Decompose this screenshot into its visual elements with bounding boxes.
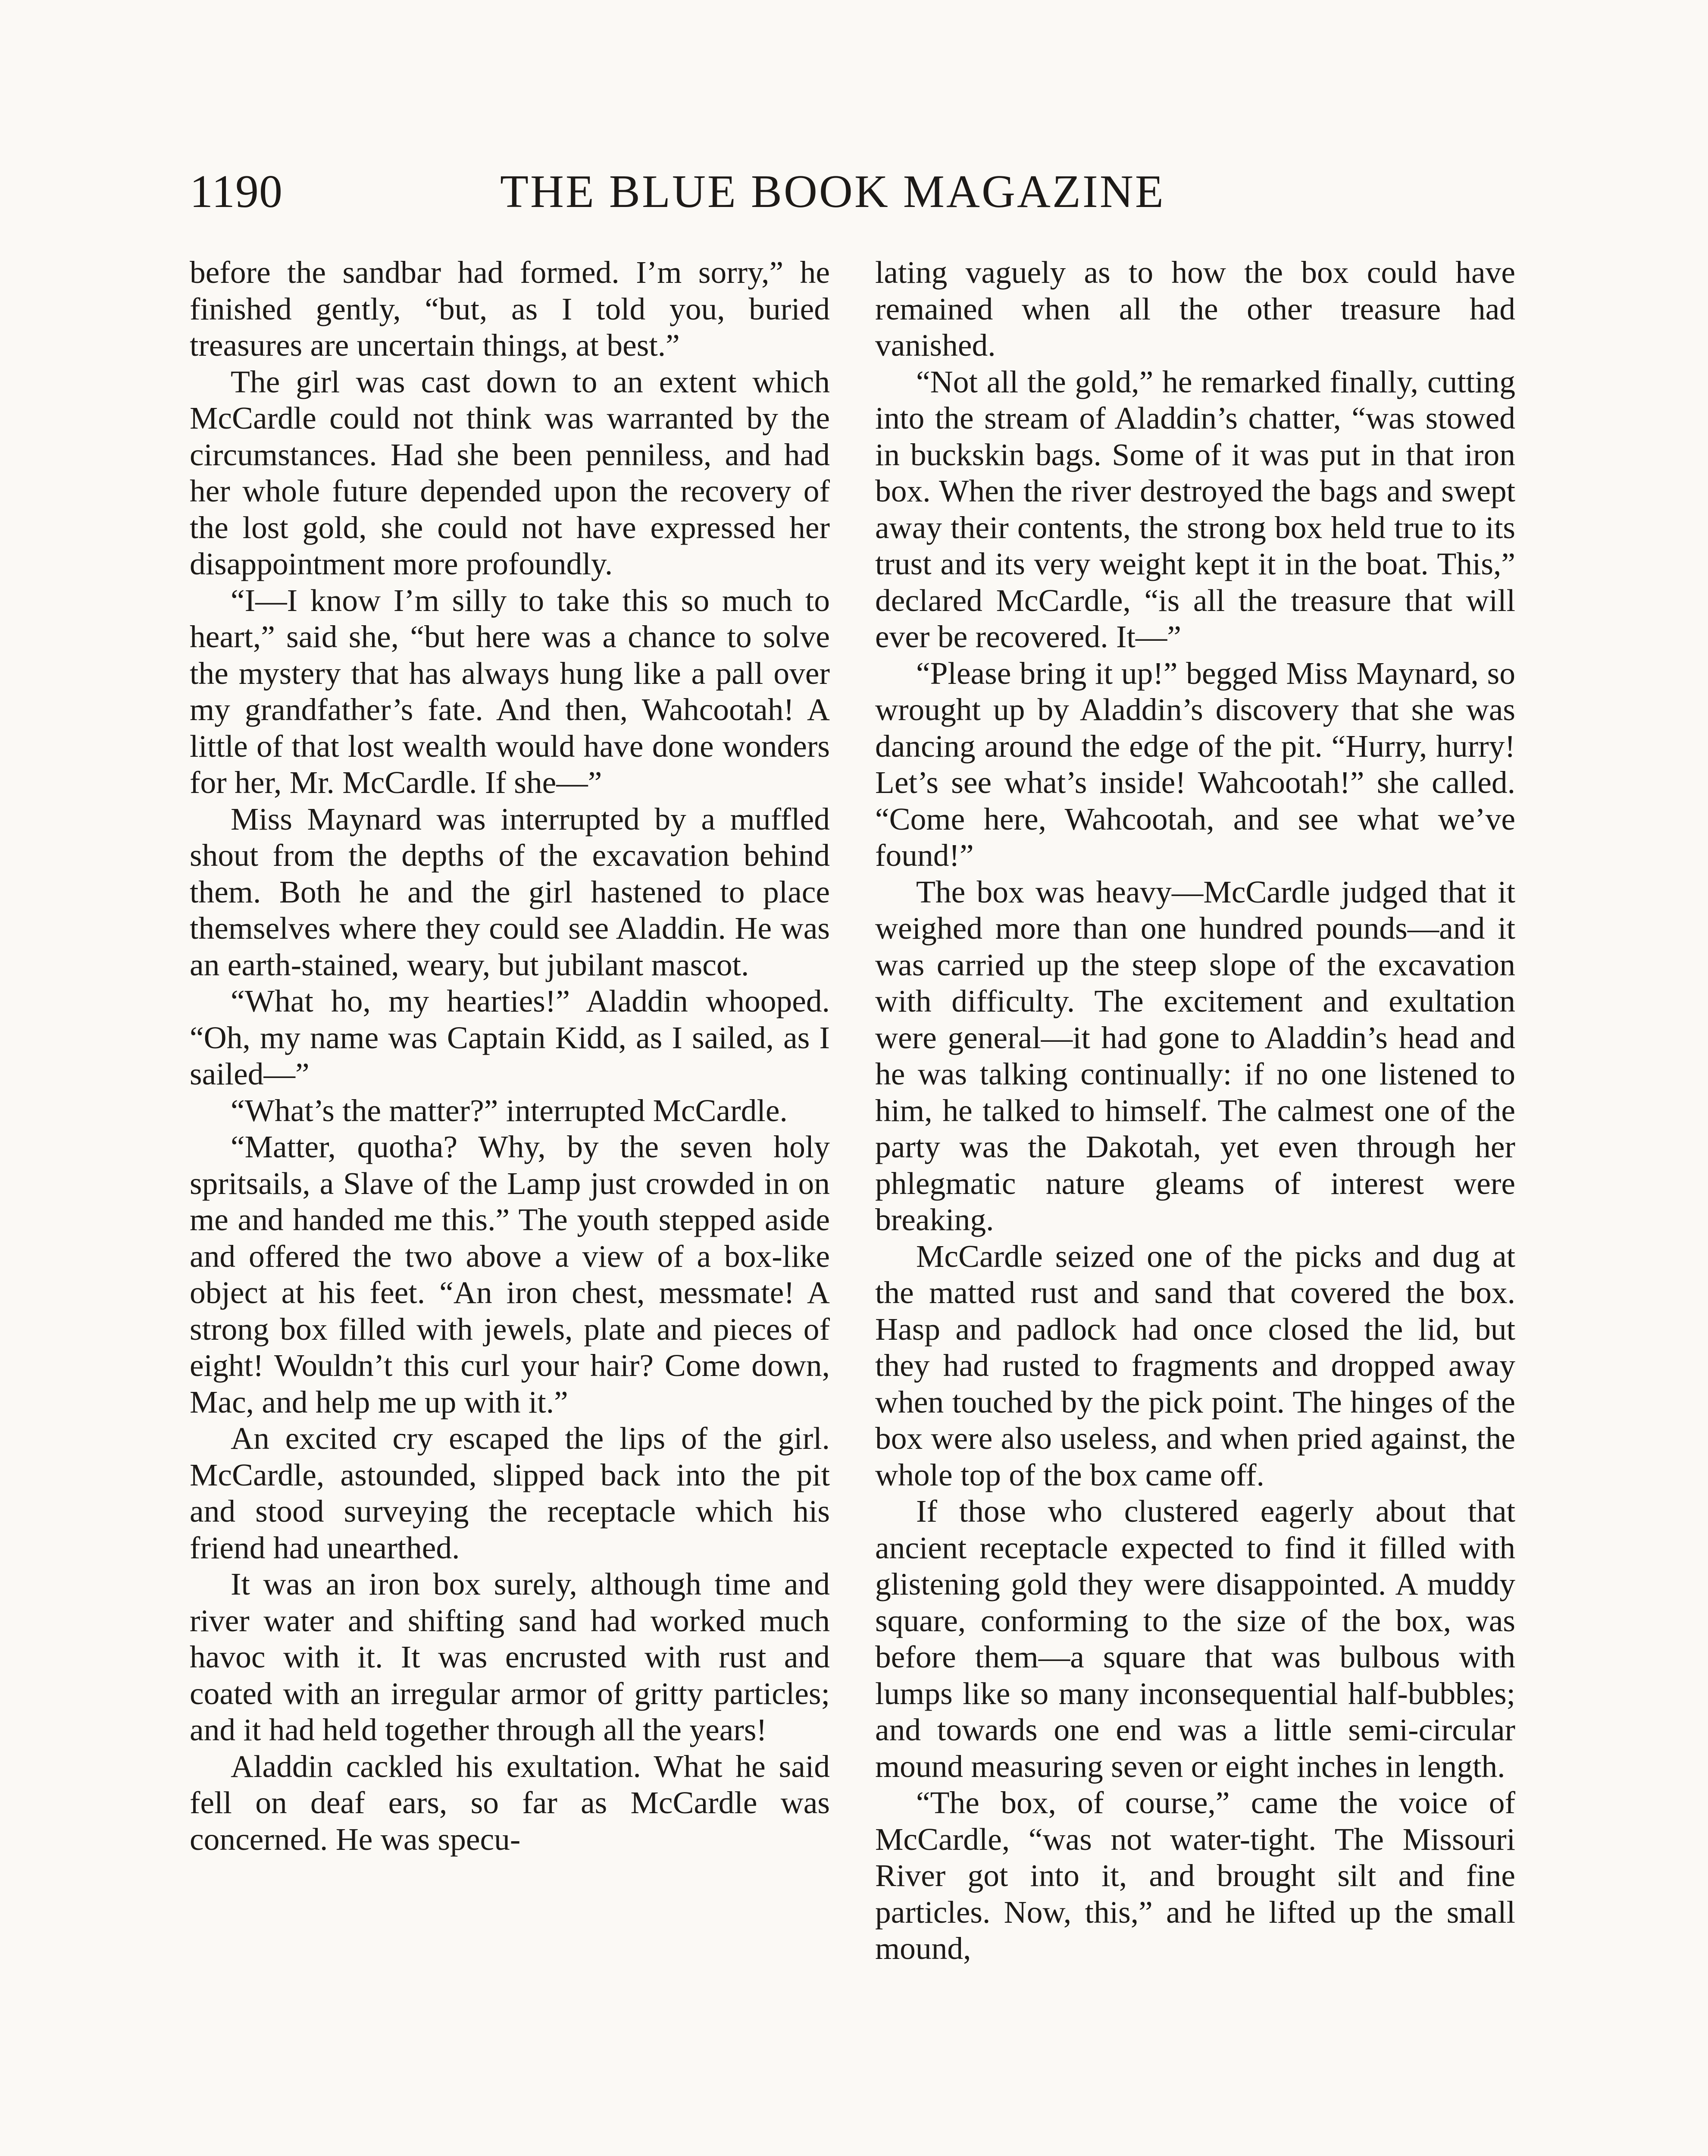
paragraph: McCardle seized one of the picks and dug at the matted rust and sand that covered the box. Hasp and padlock had once closed the lid, but they had rusted to fragments and dropped away when touched by the pick point. The hinges of the box were also useless, and when pried against, the whole top of the box came off.	[875, 1238, 1515, 1492]
page-header	[190, 162, 1205, 231]
right-text-column	[875, 254, 1515, 2156]
paragraph: lating vaguely as to how the box could have remained when all the other treasure had vanished.	[875, 255, 1515, 363]
page-number: 1190	[190, 166, 283, 217]
paragraph: Miss Maynard was interrupted by a muffled shout from the depths of the excavation behind them. Both he and the girl hastened to place themselves where they could see Aladdin. He was an earth-stained, weary, but jubilant mascot.	[190, 801, 830, 982]
paragraph: “I—I know I’m silly to take this so much to heart,” said she, “but here was a chance to solve the mystery that has always hung like a pall over my grandfather’s fate. And then, Wahcootah! A little of that lost wealth would have done wonders for her, Mr. McCardle. If she—”	[190, 583, 830, 800]
paragraph: before the sandbar had formed. I’m sorry,” he finished gently, “but, as I told you, buried treasures are uncertain things, at best.”	[190, 255, 830, 363]
left-text-column	[190, 254, 830, 2156]
magazine-title: THE BLUE BOOK MAGAZINE	[500, 166, 1165, 217]
paragraph: It was an iron box surely, although time and river water and shifting sand had worked much havoc with it. It was encrusted with rust and coated with an irregular armor of gritty particles; and it had held together through all the years!	[190, 1567, 830, 1747]
paragraph: “What ho, my hearties!” Aladdin whooped. “Oh, my name was Captain Kidd, as I sailed, as I sailed—”	[190, 984, 830, 1091]
paragraph: “The box, of course,” came the voice of McCardle, “was not water-tight. The Missouri River got into it, and brought silt and fine particles. Now, this,” and he lifted up the small mound,	[875, 1785, 1515, 1966]
paragraph: “Please bring it up!” begged Miss Maynard, so wrought up by Aladdin’s discovery that she was dancing around the edge of the pit. “Hurry, hurry! Let’s see what’s inside! Wahcootah!” she called. “Come here, Wahcootah, and see what we’ve found!”	[875, 655, 1515, 873]
paragraph: “What’s the matter?” interrupted McCardle.	[231, 1093, 788, 1128]
paragraph: The girl was cast down to an extent which McCardle could not think was warranted by the circumstances. Had she been penniless, and had her whole future depended upon the recovery of the lost gold, she could not have expressed her disappointment more profoundly.	[190, 364, 830, 581]
paragraph: The box was heavy—McCardle judged that it weighed more than one hundred pounds—and it was carried up the steep slope of the excavation with difficulty. The excitement and exultation were general—it had gone to Aladdin’s head and he was talking continually: if no one listened to him, he talked to himself. The calmest one of the party was the Dakotah, yet even through her phlegmatic nature gleams of interest were breaking.	[875, 874, 1515, 1237]
paragraph: If those who clustered eagerly about that ancient receptacle expected to find it filled with glistening gold they were disappointed. A muddy square, conforming to the size of the box, was before them—a square that was bulbous with lumps like so many inconsequential half-bubbles; and towards one end was a little semi-circular mound measuring seven or eight inches in length.	[875, 1494, 1515, 1784]
paragraph: Aladdin cackled his exultation. What he said fell on deaf ears, so far as McCardle was concerned. He was specu-	[190, 1749, 830, 1857]
paragraph: An excited cry escaped the lips of the girl. McCardle, astounded, slipped back into the pit and stood surveying the receptacle which his friend had unearthed.	[190, 1421, 830, 1565]
paragraph: “Matter, quotha? Why, by the seven holy spritsails, a Slave of the Lamp just crowded in on me and handed me this.” The youth stepped aside and offered the two above a view of a box-like object at his feet. “An iron chest, messmate! A strong box filled with jewels, plate and pieces of eight! Wouldn’t this curl your hair? Come down, Mac, and help me up with it.”	[190, 1129, 830, 1420]
paragraph: “Not all the gold,” he remarked finally, cutting into the stream of Aladdin’s chatter, “was stowed in buckskin bags. Some of it was put in that iron box. When the river destroyed the bags and swept away their contents, the strong box held true to its trust and its very weight kept it in the boat. This,” declared McCardle, “is all the treasure that will ever be recovered. It—”	[875, 364, 1515, 654]
